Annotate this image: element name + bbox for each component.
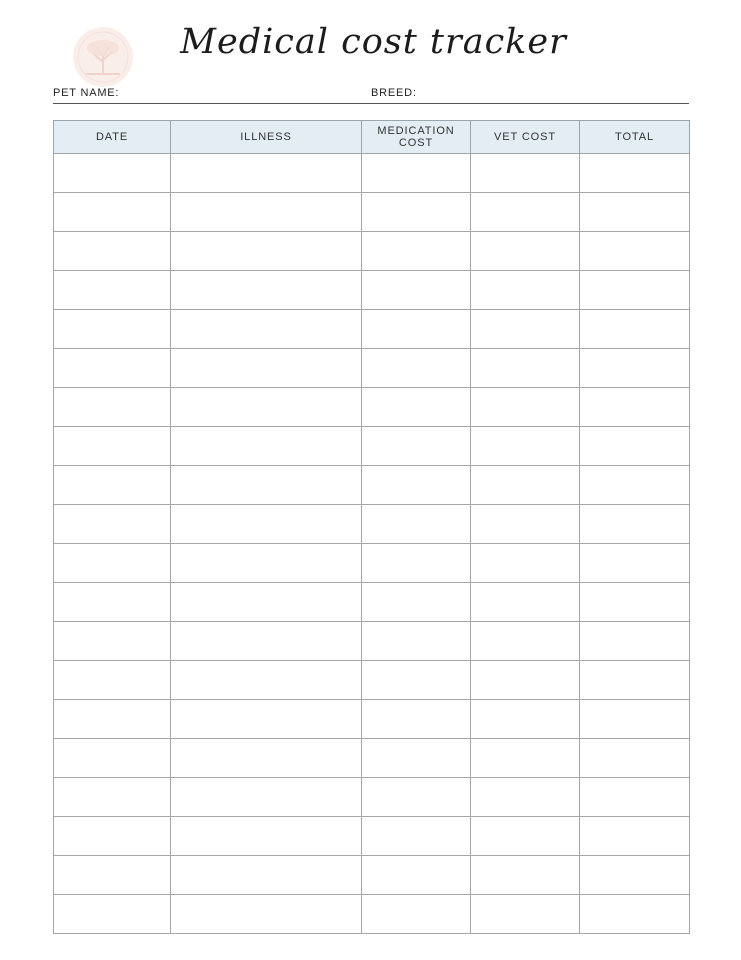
cell-total[interactable] — [580, 466, 690, 505]
cell-illness[interactable] — [171, 544, 362, 583]
name-breed-underline — [53, 103, 689, 104]
cell-total[interactable] — [580, 310, 690, 349]
cell-medication-cost[interactable] — [362, 232, 471, 271]
cell-illness[interactable] — [171, 895, 362, 934]
table-row — [54, 583, 690, 622]
column-header-total: TOTAL — [580, 121, 690, 154]
cell-medication-cost[interactable] — [362, 778, 471, 817]
cell-date[interactable] — [54, 778, 171, 817]
cell-vet-cost[interactable] — [471, 193, 580, 232]
cell-medication-cost[interactable] — [362, 700, 471, 739]
table-row — [54, 895, 690, 934]
cell-illness[interactable] — [171, 466, 362, 505]
cell-date[interactable] — [54, 583, 171, 622]
cell-medication-cost[interactable] — [362, 856, 471, 895]
cell-illness[interactable] — [171, 349, 362, 388]
table-row — [54, 817, 690, 856]
cell-total[interactable] — [580, 349, 690, 388]
cell-total[interactable] — [580, 154, 690, 193]
table-row — [54, 154, 690, 193]
cell-medication-cost[interactable] — [362, 505, 471, 544]
cell-illness[interactable] — [171, 232, 362, 271]
cell-vet-cost[interactable] — [471, 622, 580, 661]
column-header-medication-cost: MEDICATION COST — [362, 121, 471, 154]
column-header-vet-cost: VET COST — [471, 121, 580, 154]
cell-illness[interactable] — [171, 661, 362, 700]
cell-vet-cost[interactable] — [471, 505, 580, 544]
cell-illness[interactable] — [171, 622, 362, 661]
cell-medication-cost[interactable] — [362, 661, 471, 700]
cell-illness[interactable] — [171, 739, 362, 778]
cell-total[interactable] — [580, 544, 690, 583]
cell-illness[interactable] — [171, 154, 362, 193]
cell-vet-cost[interactable] — [471, 232, 580, 271]
cell-medication-cost[interactable] — [362, 466, 471, 505]
cell-total[interactable] — [580, 700, 690, 739]
table-row — [54, 778, 690, 817]
cell-date[interactable] — [54, 310, 171, 349]
cell-vet-cost[interactable] — [471, 388, 580, 427]
cell-total[interactable] — [580, 739, 690, 778]
table-row — [54, 700, 690, 739]
table-row — [54, 388, 690, 427]
table-row — [54, 661, 690, 700]
cell-total[interactable] — [580, 583, 690, 622]
cell-vet-cost[interactable] — [471, 661, 580, 700]
cell-date[interactable] — [54, 817, 171, 856]
cell-illness[interactable] — [171, 193, 362, 232]
cell-illness[interactable] — [171, 505, 362, 544]
table-row — [54, 193, 690, 232]
cost-tracker-table — [53, 120, 690, 934]
cell-vet-cost[interactable] — [471, 466, 580, 505]
cell-illness[interactable] — [171, 388, 362, 427]
cell-total[interactable] — [580, 778, 690, 817]
cell-illness[interactable] — [171, 271, 362, 310]
cell-total[interactable] — [580, 427, 690, 466]
cell-medication-cost[interactable] — [362, 739, 471, 778]
cell-date[interactable] — [54, 661, 171, 700]
cell-total[interactable] — [580, 622, 690, 661]
cell-vet-cost[interactable] — [471, 739, 580, 778]
cell-vet-cost[interactable] — [471, 154, 580, 193]
cell-date[interactable] — [54, 622, 171, 661]
cell-total[interactable] — [580, 856, 690, 895]
cell-total[interactable] — [580, 505, 690, 544]
breed-label: BREED: — [371, 87, 417, 99]
table-row — [54, 466, 690, 505]
cell-medication-cost[interactable] — [362, 544, 471, 583]
cell-medication-cost[interactable] — [362, 583, 471, 622]
table-row — [54, 232, 690, 271]
cell-total[interactable] — [580, 232, 690, 271]
table-row — [54, 739, 690, 778]
cell-date[interactable] — [54, 154, 171, 193]
cell-date[interactable] — [54, 544, 171, 583]
page-title: Medical cost tracker — [180, 22, 567, 62]
cell-date[interactable] — [54, 856, 171, 895]
cell-date[interactable] — [54, 193, 171, 232]
cell-medication-cost[interactable] — [362, 817, 471, 856]
table-row — [54, 427, 690, 466]
cell-vet-cost[interactable] — [471, 778, 580, 817]
cell-vet-cost[interactable] — [471, 895, 580, 934]
cell-vet-cost[interactable] — [471, 817, 580, 856]
cell-illness[interactable] — [171, 817, 362, 856]
cell-illness[interactable] — [171, 856, 362, 895]
cell-date[interactable] — [54, 739, 171, 778]
cell-date[interactable] — [54, 271, 171, 310]
pet-name-label: PET NAME: — [53, 87, 120, 99]
cell-total[interactable] — [580, 661, 690, 700]
cell-date[interactable] — [54, 505, 171, 544]
cell-total[interactable] — [580, 895, 690, 934]
cell-vet-cost[interactable] — [471, 583, 580, 622]
cell-illness[interactable] — [171, 700, 362, 739]
cell-vet-cost[interactable] — [471, 271, 580, 310]
cell-vet-cost[interactable] — [471, 427, 580, 466]
cell-date[interactable] — [54, 895, 171, 934]
cell-illness[interactable] — [171, 310, 362, 349]
table-row — [54, 310, 690, 349]
cell-total[interactable] — [580, 388, 690, 427]
cell-medication-cost[interactable] — [362, 388, 471, 427]
table-row — [54, 271, 690, 310]
cell-medication-cost[interactable] — [362, 271, 471, 310]
cell-illness[interactable] — [171, 778, 362, 817]
table-header-row — [54, 121, 690, 154]
cell-date[interactable] — [54, 466, 171, 505]
table-row — [54, 622, 690, 661]
cell-vet-cost[interactable] — [471, 544, 580, 583]
column-header-date: DATE — [54, 121, 171, 154]
cell-medication-cost[interactable] — [362, 310, 471, 349]
cell-vet-cost[interactable] — [471, 700, 580, 739]
cell-date[interactable] — [54, 349, 171, 388]
cell-date[interactable] — [54, 427, 171, 466]
cell-vet-cost[interactable] — [471, 310, 580, 349]
cell-medication-cost[interactable] — [362, 193, 471, 232]
column-header-illness: ILLNESS — [171, 121, 362, 154]
cell-illness[interactable] — [171, 427, 362, 466]
cell-medication-cost[interactable] — [362, 427, 471, 466]
cell-medication-cost[interactable] — [362, 895, 471, 934]
cell-vet-cost[interactable] — [471, 856, 580, 895]
cell-medication-cost[interactable] — [362, 154, 471, 193]
cell-total[interactable] — [580, 817, 690, 856]
cell-vet-cost[interactable] — [471, 349, 580, 388]
cell-date[interactable] — [54, 700, 171, 739]
cell-illness[interactable] — [171, 583, 362, 622]
cell-total[interactable] — [580, 271, 690, 310]
cell-date[interactable] — [54, 232, 171, 271]
table-row — [54, 544, 690, 583]
table-row — [54, 505, 690, 544]
table-row — [54, 349, 690, 388]
cell-medication-cost[interactable] — [362, 622, 471, 661]
table-row — [54, 856, 690, 895]
cell-total[interactable] — [580, 193, 690, 232]
cell-medication-cost[interactable] — [362, 349, 471, 388]
cell-date[interactable] — [54, 388, 171, 427]
